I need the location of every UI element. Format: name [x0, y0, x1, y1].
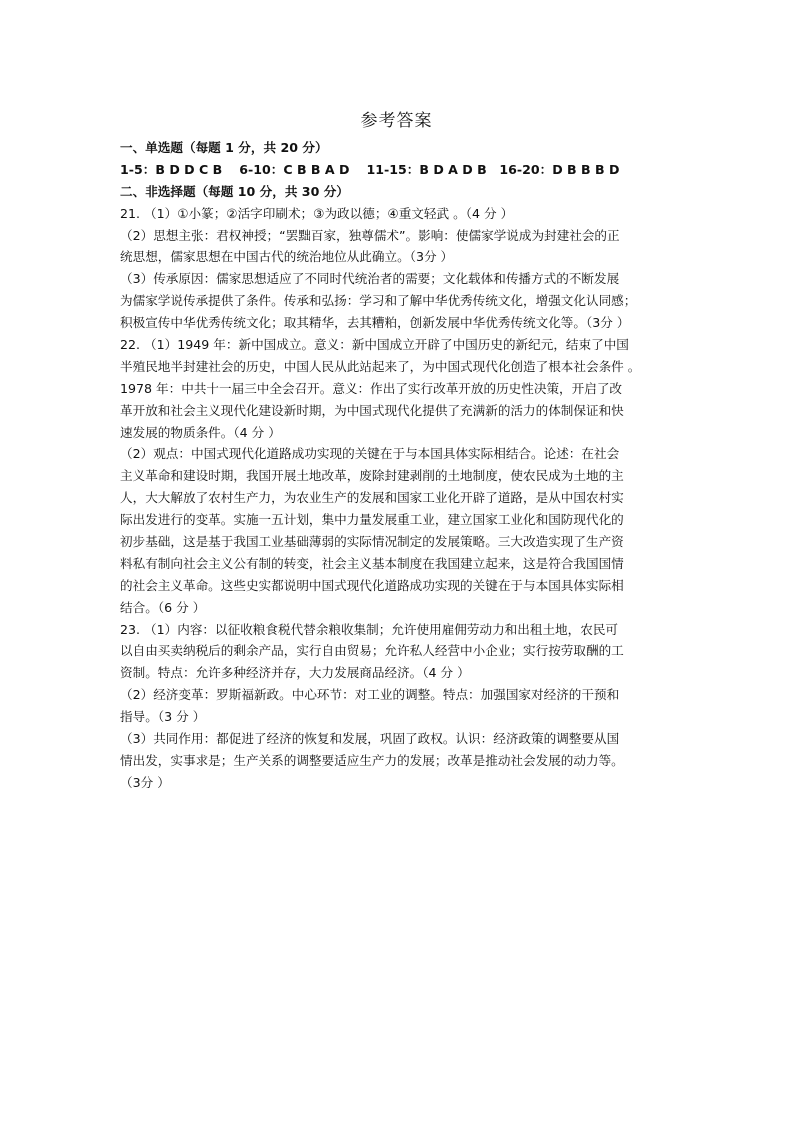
answer-line: 以自由买卖纳税后的剩余产品，实行自由贸易；允许私人经营中小企业；实行按劳取酬的工 [120, 643, 624, 659]
answer-line: 23. （1）内容：以征收粮食税代替余粮收集制；允许使用雇佣劳动力和出租土地，农民可 [120, 621, 619, 637]
answer-line: 一、单选题（每题 1 分，共 20 分） [120, 140, 328, 155]
answer-line: 革开放和社会主义现代化建设新时期，为中国式现代化提供了充满新的活力的体制保证和快 [120, 402, 624, 418]
answer-line: 情出发，实事求是；生产关系的调整要适应生产力的发展；改革是推动社会发展的动力等。 [120, 752, 624, 768]
answer-line: 为儒家学说传承提供了条件。传承和弘扬：学习和了解中华优秀传统文化，增强文化认同感； [120, 293, 637, 309]
answer-line: 的社会主义革命。这些史实都说明中国式现代化道路成功实现的关键在于与本国具体实际相 [120, 577, 624, 593]
answer-line: 统思想，儒家思想在中国古代的统治地位从此确立。（3分 ） [120, 249, 454, 265]
page-title: 参考答案 [360, 111, 433, 131]
answer-line: 结合。（6 分 ） [120, 599, 206, 615]
answer-line: 人，大大解放了农村生产力，为农业生产的发展和国家工业化开辟了道路，是从中国农村实 [120, 490, 624, 506]
answer-line: （2）经济变革：罗斯福新政。中心环节：对工业的调整。特点：加强国家对经济的干预和 [120, 687, 620, 703]
answer-line: 初步基础，这是基于我国工业基础薄弱的实际情况制定的发展策略。三大改造实现了生产资 [120, 534, 624, 550]
answer-line: 21. （1）①小篆；②活字印刷术；③为政以德；④重文轻武 。（4 分 ） [120, 205, 514, 221]
answer-line: 半殖民地半封建社会的历史，中国人民从此站起来了，为中国式现代化创造了根本社会条件 。 [120, 358, 641, 374]
answer-line: 料私有制向社会主义公有制的转变，社会主义基本制度在我国建立起来，这是符合我国国情 [120, 555, 624, 571]
answer-line: （3）传承原因：儒家思想适应了不同时代统治者的需要；文化载体和传播方式的不断发展 [120, 271, 620, 287]
answer-line: （2）思想主张：君权神授；“罢黜百家，独尊儒术”。影响：使儒家学说成为封建社会的正 [120, 227, 620, 243]
answer-line: 速发展的物质条件。（4 分 ） [120, 424, 281, 440]
answer-line: 二、非选择题（每题 10 分，共 30 分） [120, 183, 349, 199]
answer-line: 1978 年：中共十一届三中全会召开。意义：作出了实行改革开放的历史性决策，开启了改 [120, 380, 623, 396]
answer-line: 主义革命和建设时期，我国开展土地改革，废除封建剥削的土地制度，使农民成为土地的主 [120, 468, 624, 484]
answer-line: 1-5：B D D C B 6-10：C B B A D 11-15：B D A D B 16-20：D B B B D [120, 161, 620, 177]
answer-line: 积极宣传中华优秀传统文化；取其精华，去其糟粕，创新发展中华优秀传统文化等。（3分 ） [120, 315, 630, 331]
answer-line: 资制。特点：允许多种经济并存，大力发展商品经济。（4 分 ） [120, 665, 470, 681]
answer-line: （3）共同作用：都促进了经济的恢复和发展，巩固了政权。认识：经济政策的调整要从国 [120, 731, 620, 747]
answer-body [120, 137, 680, 794]
answer-line: 22. （1）1949 年：新中国成立。意义：新中国成立开辟了中国历史的新纪元，结束了中国 [120, 337, 629, 353]
answer-line: 际出发进行的变革。实施一五计划，集中力量发展重工业，建立国家工业化和国防现代化的 [120, 512, 624, 528]
answer-line: （2）观点：中国式现代化道路成功实现的关键在于与本国具体实际相结合。论述：在社会 [120, 446, 620, 462]
answer-line: 指导。（3 分 ） [120, 709, 206, 725]
answer-line: （3分 ） [120, 774, 170, 790]
